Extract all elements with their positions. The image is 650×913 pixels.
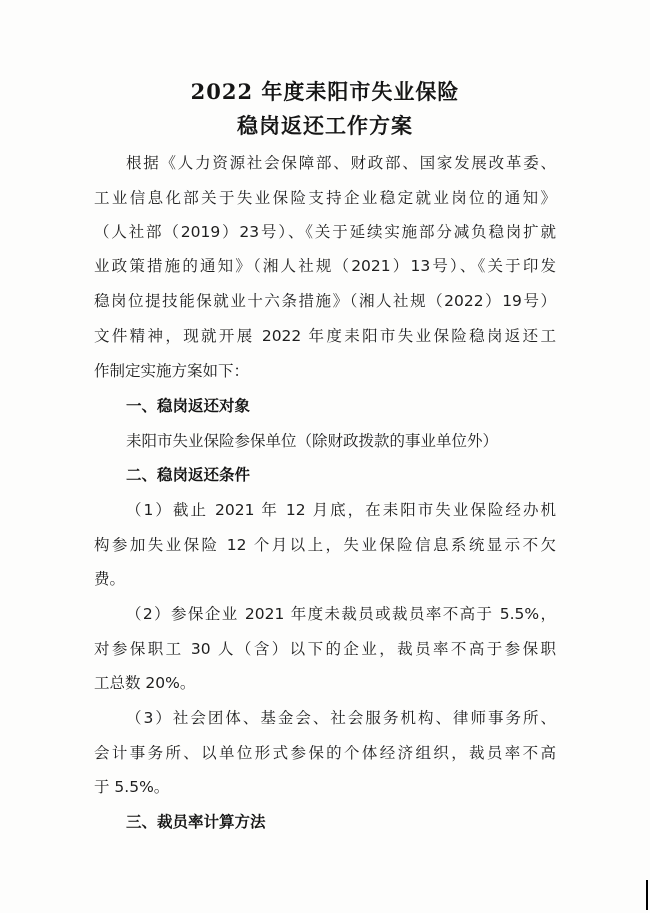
body-line: （1）截止 2021 年 12 月底，在耒阳市失业保险经办机 — [126, 501, 556, 519]
body-line: 耒阳市失业保险参保单位（除财政拨款的事业单位外） — [126, 432, 499, 450]
body-line: （3）社会团体、基金会、社会服务机构、律师事务所、 — [126, 709, 556, 727]
body-line: 根据《人力资源社会保障部、财政部、国家发展改革委、 — [126, 154, 556, 172]
body-line: 对参保职工 30 人（含）以下的企业，裁员率不高于参保职 — [94, 640, 556, 658]
body-line: 于 5.5%。 — [94, 778, 170, 796]
section-heading: 一、稳岗返还对象 — [126, 397, 251, 415]
scan-edge-mark — [646, 880, 648, 910]
section-heading: 三、裁员率计算方法 — [126, 813, 266, 831]
body-line: 会计事务所、以单位形式参保的个体经济组织，裁员率不高 — [94, 744, 556, 762]
body-line: （2）参保企业 2021 年度未裁员或裁员率不高于 5.5%， — [126, 605, 556, 623]
document-title-line-1: 2022 年度耒阳市失业保险 — [190, 79, 460, 104]
section-heading: 二、稳岗返还条件 — [126, 466, 251, 484]
body-line: 构参加失业保险 12 个月以上，失业保险信息系统显示不欠 — [94, 536, 556, 554]
body-line: 费。 — [94, 570, 126, 588]
body-line: 文件精神，现就开展 2022 年度耒阳市失业保险稳岗返还工 — [94, 327, 556, 345]
body-line: 工总数 20%。 — [94, 674, 196, 692]
body-line: 业政策措施的通知》（湘人社规（2021）13号）、《关于印发 — [94, 257, 556, 275]
body-line: 作制定实施方案如下： — [94, 362, 250, 380]
body-line: 工业信息化部关于失业保险支持企业稳定就业岗位的通知》 — [94, 189, 556, 207]
body-line: 稳岗位提技能保就业十六条措施》（湘人社规（2022）19号） — [94, 292, 556, 310]
body-line: （人社部（2019）23号）、《关于延续实施部分减负稳岗扩就 — [94, 223, 556, 241]
document-title-line-2: 稳岗返还工作方案 — [237, 113, 413, 138]
